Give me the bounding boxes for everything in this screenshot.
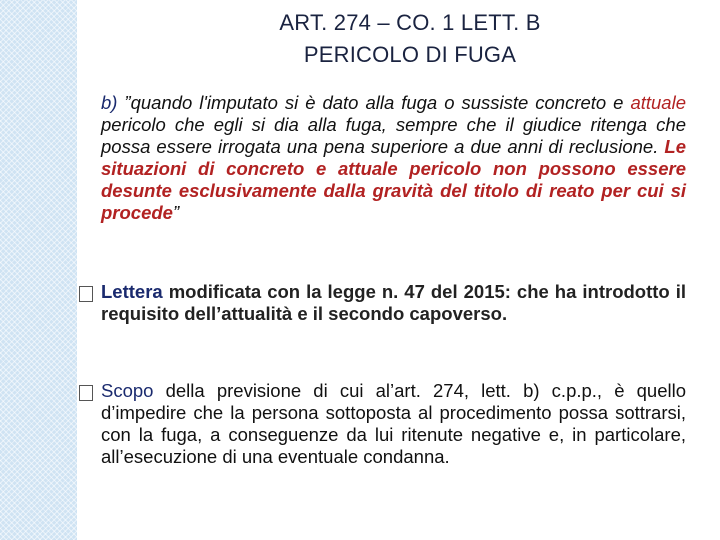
quote-closing-mark: ” xyxy=(172,202,180,223)
quote-highlight-attuale: attuale xyxy=(630,92,686,113)
bullet-2-text: della previsione di cui al’art. 274, lett. b) c.p.p., è quello d’impedire che la persona sottoposta al procedimento possa sottrarsi, con la fuga, a conseguenze da lui ritenute negative e, in particolare, all’esecuzione di una eventuale condanna. xyxy=(101,380,686,467)
bullet-marker-2 xyxy=(79,382,93,404)
quote-emphasis: Le situazioni di concreto e attuale pericolo non possono essere desunte esclusivamente dalla gravità del titolo di reato per cui si procede xyxy=(101,136,686,223)
checkbox-icon xyxy=(79,286,93,302)
quote-text-part-1: ”quando l'imputato si è dato alla fuga o sussiste concreto e xyxy=(117,92,631,113)
decorative-side-band xyxy=(0,0,80,540)
quote-text-part-2: pericolo che egli si dia alla fuga, sempre che il giudice ritenga che possa essere irrogata una pena superiore a due anni di reclusione. xyxy=(101,114,686,157)
quote-letter-label: b) xyxy=(101,92,118,113)
bullet-paragraph-2 xyxy=(101,380,686,468)
quoted-article-text xyxy=(101,92,686,224)
checkbox-icon xyxy=(79,385,93,401)
bullet-1-text: modificata con la legge n. 47 del 2015: che ha introdotto il requisito dell’attualità e il secondo capoverso. xyxy=(101,281,686,324)
bullet-marker-1 xyxy=(79,283,93,305)
bullet-1-lead: Lettera xyxy=(101,281,163,302)
bullet-2-lead: Scopo xyxy=(101,380,154,401)
slide-title-line-1: ART. 274 – CO. 1 LETT. B xyxy=(279,10,541,35)
slide-title-line-2: PERICOLO DI FUGA xyxy=(303,42,517,67)
bullet-paragraph-1 xyxy=(101,281,686,325)
